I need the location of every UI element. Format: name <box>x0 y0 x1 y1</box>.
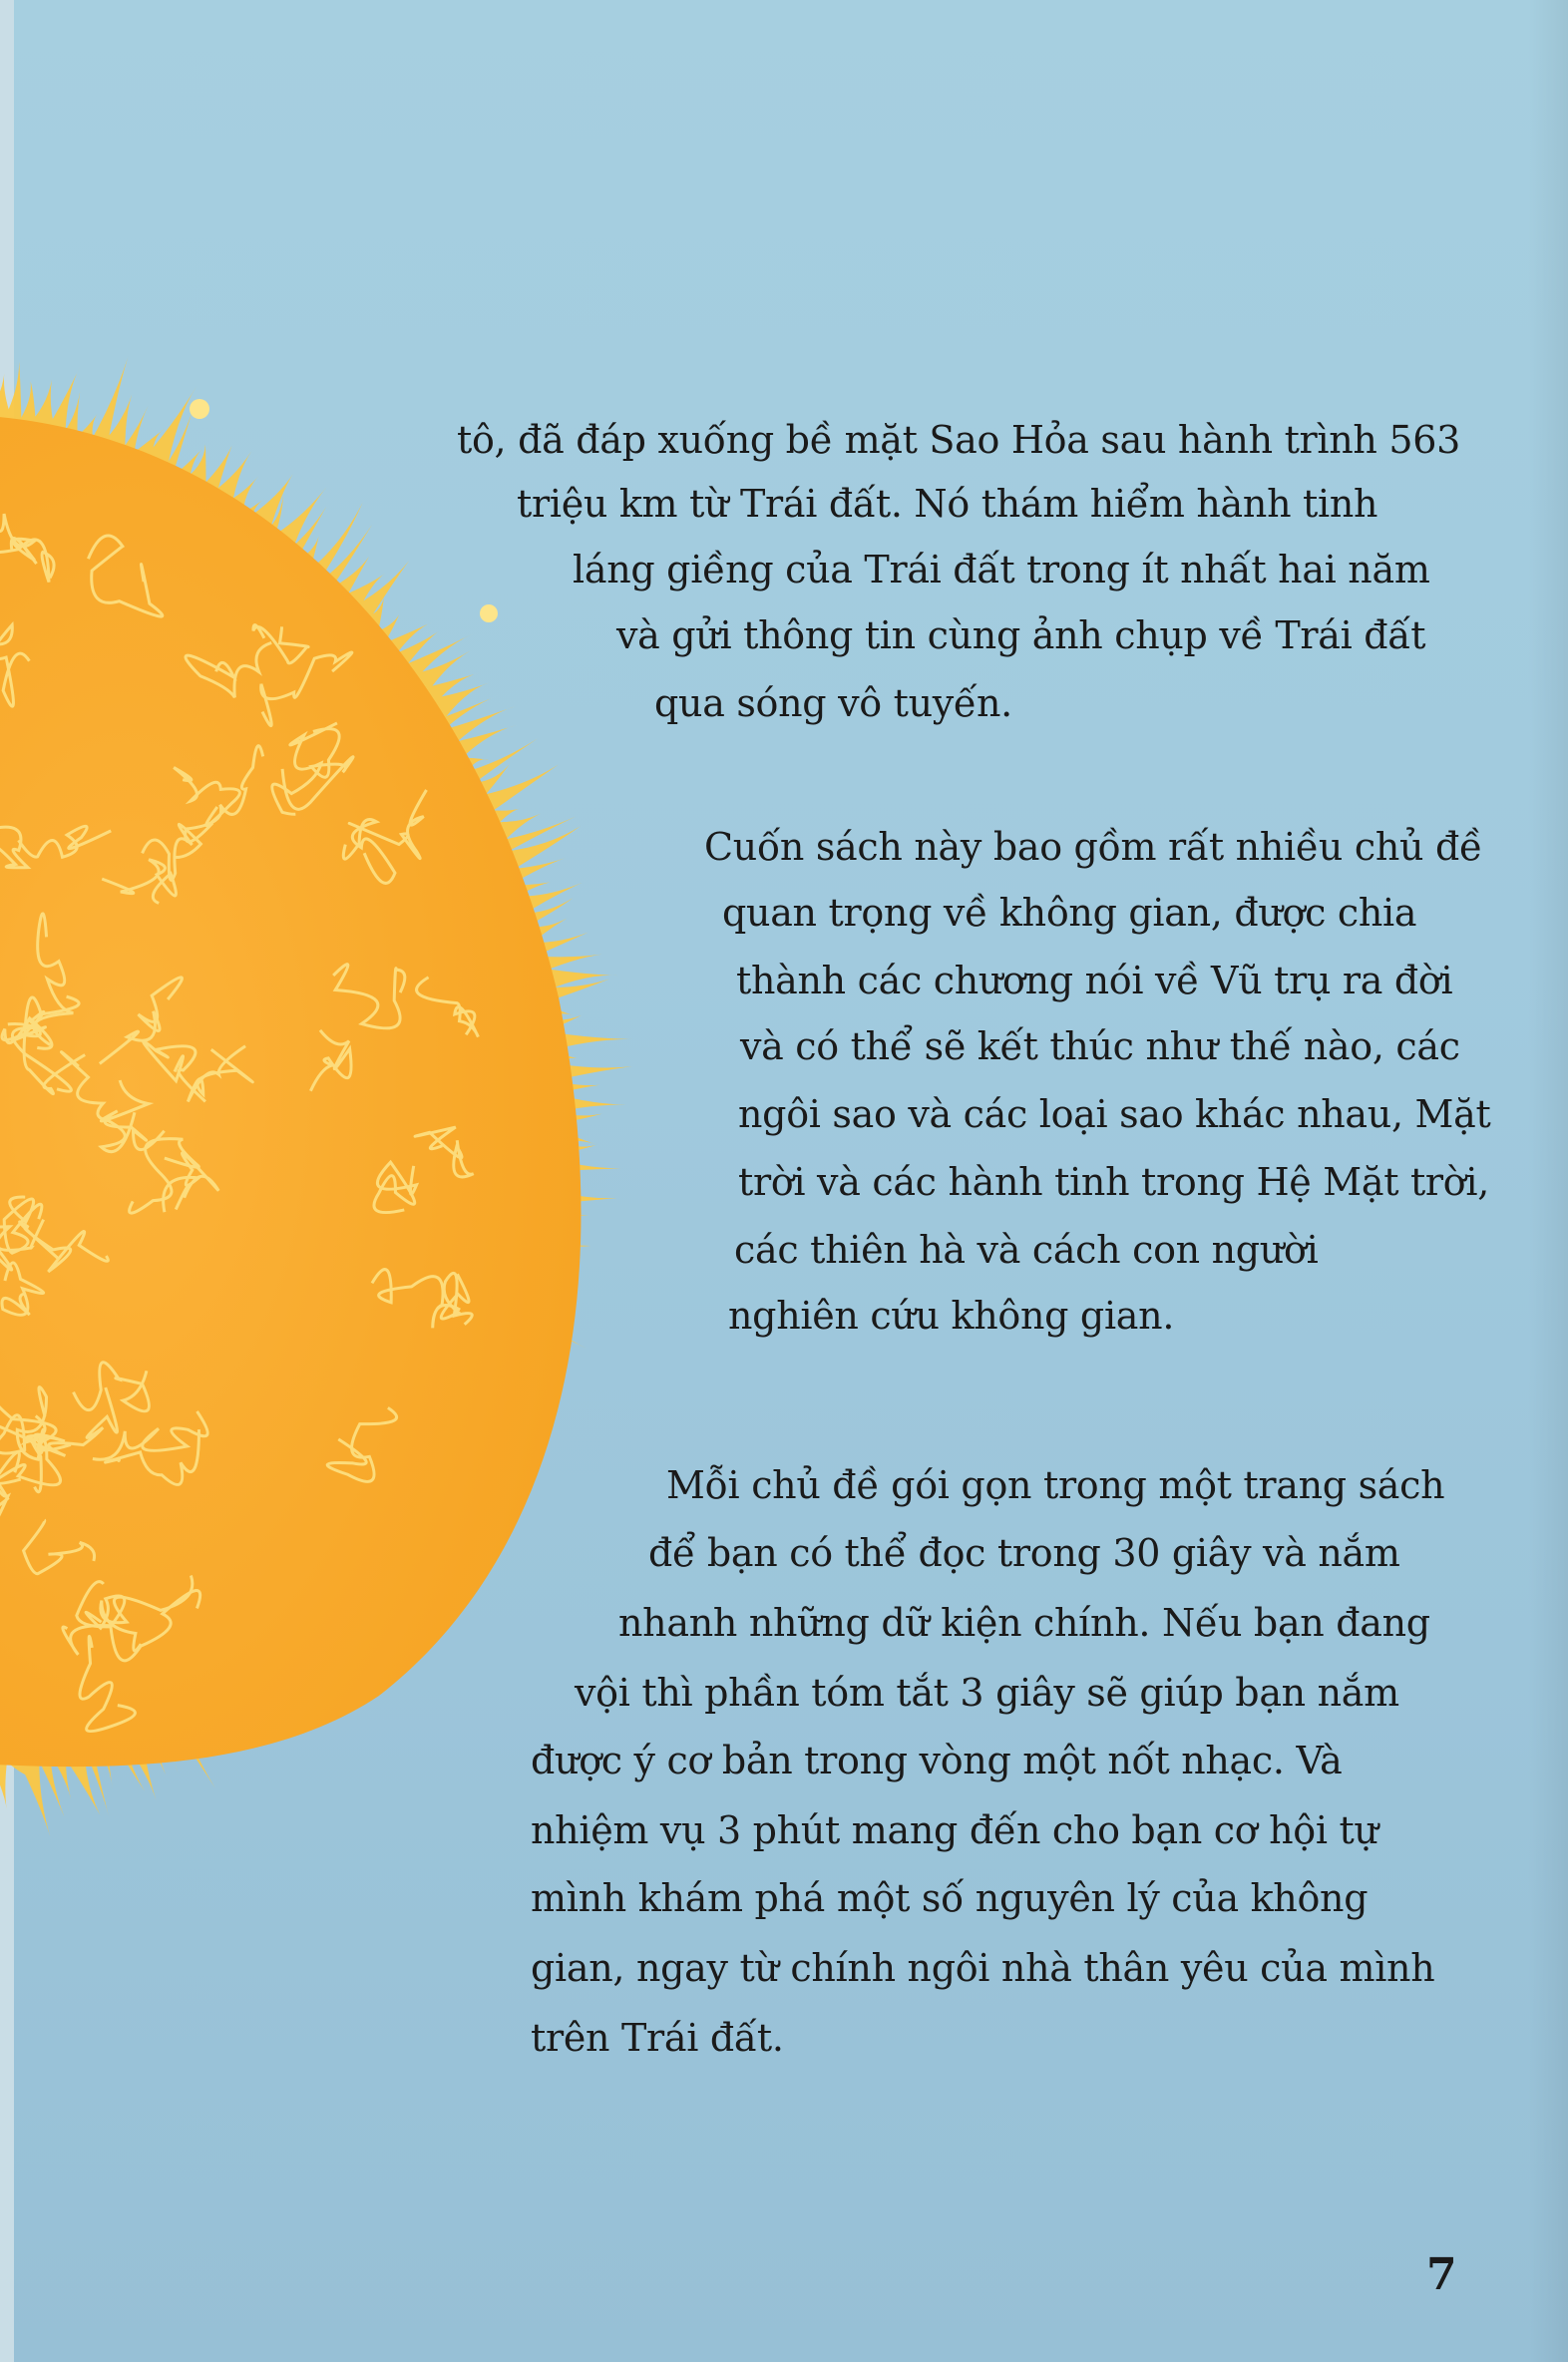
text-line: Cuốn sách này bao gồm rất nhiều chủ đề <box>704 825 1483 869</box>
text-line: nhanh những dữ kiện chính. Nếu bạn đang <box>618 1601 1430 1645</box>
text-line: và gửi thông tin cùng ảnh chụp về Trái đất <box>616 613 1426 657</box>
text-line: láng giềng của Trái đất trong ít nhất hai năm <box>573 548 1430 591</box>
text-line: vội thì phần tóm tắt 3 giây sẽ giúp bạn nắm <box>575 1671 1399 1715</box>
page-gutter-shadow <box>1528 0 1568 2362</box>
text-line: quan trọng về không gian, được chia <box>722 891 1417 935</box>
page-number: 7 <box>1426 2249 1457 2300</box>
text-line: nghiên cứu không gian. <box>728 1294 1175 1338</box>
text-line: Mỗi chủ đề gói gọn trong một trang sách <box>666 1463 1445 1507</box>
text-line: thành các chương nói về Vũ trụ ra đời <box>736 959 1453 1002</box>
text-line: mình khám phá một số nguyên lý của không <box>531 1876 1369 1920</box>
text-line: tô, đã đáp xuống bề mặt Sao Hỏa sau hành trình 563 <box>457 418 1461 462</box>
text-line: trời và các hành tinh trong Hệ Mặt trời, <box>738 1160 1490 1204</box>
text-line: để bạn có thể đọc trong 30 giây và nắm <box>648 1531 1400 1575</box>
text-line: qua sóng vô tuyến. <box>654 681 1012 725</box>
text-line: được ý cơ bản trong vòng một nốt nhạc. Và <box>531 1739 1343 1782</box>
text-line: các thiên hà và cách con người <box>734 1228 1319 1272</box>
text-line: trên Trái đất. <box>531 2016 784 2060</box>
text-line: gian, ngay từ chính ngôi nhà thân yêu của mình <box>531 1946 1435 1990</box>
text-line: và có thể sẽ kết thúc như thế nào, các <box>740 1024 1460 1068</box>
text-line: ngôi sao và các loại sao khác nhau, Mặt <box>738 1092 1491 1136</box>
text-line: triệu km từ Trái đất. Nó thám hiểm hành tinh <box>517 482 1378 526</box>
text-line: nhiệm vụ 3 phút mang đến cho bạn cơ hội tự <box>531 1808 1378 1852</box>
